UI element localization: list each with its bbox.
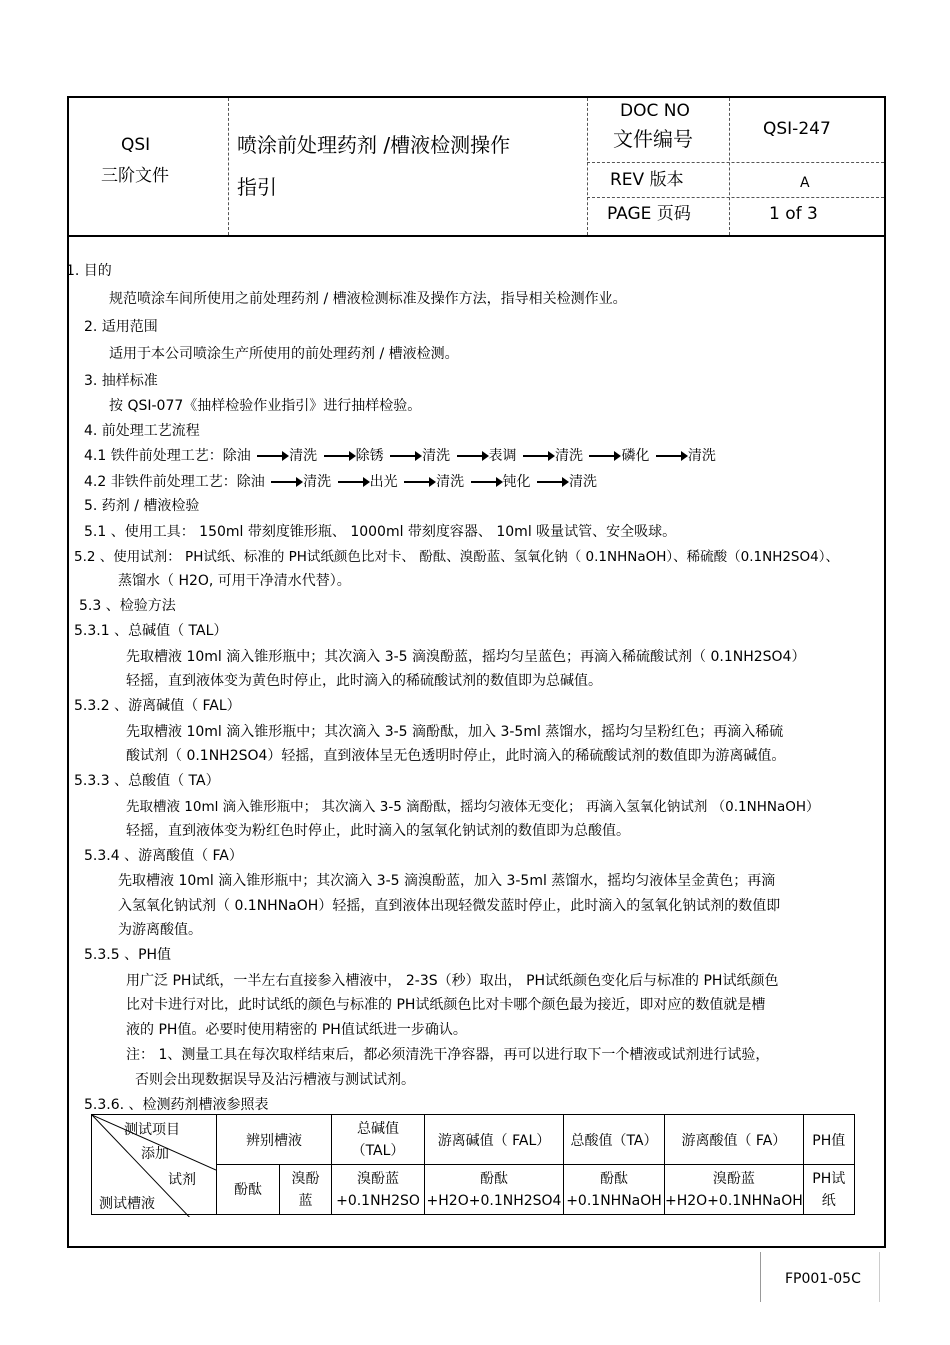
doc-no-label: DOC NO [620, 101, 690, 121]
reagent-phenolphthalein: 酚酞 [217, 1165, 280, 1215]
diag-bath-label: 测试槽液 [99, 1196, 155, 1212]
section-5-3-4-line3: 为游离酸值。 [118, 922, 202, 938]
diagonal-header-cell [92, 1115, 217, 1215]
rev-value: A [800, 175, 810, 191]
process-step: 磷化 [621, 448, 650, 464]
reagent-ph: PH试纸 [803, 1165, 854, 1215]
process-step: 清洗 [568, 474, 597, 490]
process-step: 钝化 [502, 474, 531, 490]
org-name: QSI [121, 135, 151, 155]
arrow-icon [338, 481, 368, 483]
note-line1: 注： 1、测量工具在每次取样结束后，都必须清洗干净容器，再可以进行取下一个槽液或试剂进行试验， [126, 1047, 770, 1063]
reference-table [91, 1114, 855, 1215]
arrow-icon [404, 481, 434, 483]
section-3-title: 3. 抽样标准 [84, 373, 158, 389]
section-5-title: 5. 药剂 / 槽液检验 [84, 498, 200, 514]
col-header-tal [332, 1115, 425, 1165]
arrow-icon [271, 481, 301, 483]
diag-item-label: 测试项目 [124, 1122, 180, 1138]
reagent-tal-line1: 溴酚蓝 [357, 1170, 399, 1187]
section-4-title: 4. 前处理工艺流程 [84, 423, 200, 439]
reagent-fa [665, 1165, 804, 1215]
header-divider [587, 197, 884, 198]
arrow-icon [656, 455, 686, 457]
process-step: 除锈 [355, 448, 384, 464]
section-2-body: 适用于本公司喷涂生产所使用的前处理药剂 / 槽液检测。 [109, 346, 459, 362]
section-1-body: 规范喷涂车间所使用之前处理药剂 / 槽液检测标准及操作方法，指导相关检测作业。 [109, 291, 627, 307]
process-step: 清洗 [289, 448, 318, 464]
reagent-ta-line1: 酚酞 [600, 1170, 628, 1187]
reagent-fal [425, 1165, 564, 1215]
reagent-fa-line1: 溴酚蓝 [712, 1170, 755, 1187]
col-header-ph: PH值 [803, 1115, 854, 1165]
section-5-3-3-line2: 轻摇，直到液体变为粉红色时停止，此时滴入的氢氧化钠试剂的数值即为总酸值。 [126, 823, 630, 839]
page-label: PAGE 页码 [607, 204, 691, 224]
arrow-icon [589, 455, 619, 457]
document-header [69, 98, 884, 237]
section-5-3-5-line3: 液的 PH值。必要时使用精密的 PH值试纸进一步确认。 [126, 1022, 467, 1038]
diag-add-label: 添加 [141, 1146, 169, 1162]
section-5-3-6-title: 5.3.6. 、检测药剂槽液参照表 [84, 1097, 269, 1113]
arrow-icon [324, 455, 354, 457]
reagent-fal-line2: +H2O+0.1NH2SO4 [426, 1192, 562, 1209]
section-2-title: 2. 适用范围 [84, 319, 158, 335]
process-flow-non-iron [84, 473, 597, 491]
section-5-3-4-line1: 先取槽液 10ml 滴入锥形瓶中；其次滴入 3-5 滴溴酚蓝，加入 3-5ml 蒸馏水，摇均匀液体呈金黄色；再滴 [118, 873, 776, 889]
process-flow-label: 4.1 铁件前处理工艺：除油 [84, 448, 251, 464]
process-step: 清洗 [554, 448, 583, 464]
reagent-bromophenol: 溴酚蓝 [280, 1165, 332, 1215]
doc-no-value: QSI-247 [763, 119, 831, 139]
reagent-ta [564, 1165, 665, 1215]
doc-level: 三阶文件 [101, 166, 169, 186]
doc-title-line2: 指引 [237, 175, 277, 199]
reagent-tal [332, 1165, 425, 1215]
process-step: 清洗 [303, 474, 332, 490]
section-3-body: 按 QSI-077《抽样检验作业指引》进行抽样检验。 [109, 398, 422, 414]
note-line2: 否则会出现数据误导及沾污槽液与测试试剂。 [135, 1072, 415, 1088]
col-header-ta: 总酸值（TA） [564, 1115, 665, 1165]
process-step: 表调 [488, 448, 517, 464]
process-flow-iron [84, 447, 716, 465]
col-header-fal: 游离碱值（ FAL） [425, 1115, 564, 1165]
section-5-3-5-line2: 比对卡进行对比，此时试纸的颜色与标准的 PH试纸颜色比对卡哪个颜色最为接近，即对应的数值就是槽 [126, 997, 766, 1013]
section-5-3-2-title: 5.3.2 、游离碱值（ FAL） [74, 698, 241, 714]
section-5-3-1-line1: 先取槽液 10ml 滴入锥形瓶中；其次滴入 3-5 滴溴酚蓝，摇均匀呈蓝色；再滴入稀硫酸试剂（ 0.1NH2SO4） [126, 649, 806, 665]
process-step: 清洗 [687, 448, 716, 464]
arrow-icon [390, 455, 420, 457]
col-header-tal-line1: 总碱值 [357, 1120, 399, 1137]
header-divider [587, 98, 588, 235]
col-header-fa: 游离酸值（ FA） [665, 1115, 804, 1165]
reagent-fal-line1: 酚酞 [480, 1170, 508, 1187]
section-5-3-4-title: 5.3.4 、游离酸值（ FA） [84, 848, 243, 864]
reagent-tal-line2: +0.1NH2SO [336, 1192, 420, 1209]
diag-reagent-label: 试剂 [168, 1172, 196, 1188]
process-step: 出光 [369, 474, 398, 490]
header-divider [228, 98, 229, 235]
section-5-1: 5.1 、使用工具： 150ml 带刻度锥形瓶、 1000ml 带刻度容器、 10ml 吸量试管、安全吸球。 [84, 524, 677, 540]
arrow-icon [471, 481, 501, 483]
section-5-3-4-line2: 入氢氧化钠试剂（ 0.1NHNaOH）轻摇，直到液体出现轻微发蓝时停止，此时滴入的氢氧化钠试剂的数值即 [118, 898, 781, 914]
reagent-fa-line2: +H2O+0.1NHNaOH [665, 1192, 803, 1209]
section-5-2-line2: 蒸馏水（ H2O, 可用干净清水代替）。 [118, 573, 351, 589]
arrow-icon [257, 455, 287, 457]
process-step: 清洗 [436, 474, 465, 490]
section-1-title: 1. 目的 [66, 263, 112, 279]
section-5-3-3-title: 5.3.3 、总酸值（ TA） [74, 773, 220, 789]
section-5-3-5-line1: 用广泛 PH试纸，一半左右直接参入槽液中， 2-3S（秒）取出， PH试纸颜色变化后与标准的 PH试纸颜色 [126, 973, 779, 989]
arrow-icon [523, 455, 553, 457]
doc-title-line1: 喷涂前处理药剂 /槽液检测操作 [237, 133, 511, 157]
page-value: 1 of 3 [769, 204, 818, 224]
section-5-3-5-title: 5.3.5 、PH值 [84, 947, 172, 963]
arrow-icon [457, 455, 487, 457]
section-5-3-3-line1: 先取槽液 10ml 滴入锥形瓶中； 其次滴入 3-5 滴酚酞，摇均匀液体无变化； 再滴入氢氧化钠试剂 （0.1NHNaOH） [126, 799, 820, 815]
header-divider [587, 162, 884, 163]
reagent-ta-line2: +0.1NHNaOH [566, 1192, 662, 1209]
section-5-3-2-line2: 酸试剂（ 0.1NH2SO4）轻摇，直到液体呈无色透明时停止，此时滴入的稀硫酸试剂的数值即为游离碱值。 [126, 748, 786, 764]
section-5-3-1-title: 5.3.1 、总碱值（ TAL） [74, 623, 228, 639]
rev-label: REV 版本 [610, 170, 684, 190]
arrow-icon [537, 481, 567, 483]
col-header-identify: 辨别槽液 [217, 1115, 332, 1165]
process-flow-label: 4.2 非铁件前处理工艺：除油 [84, 474, 265, 490]
section-5-2-line1: 5.2 、使用试剂： PH试纸、标准的 PH试纸颜色比对卡、 酚酞、溴酚蓝、氢氧化钠（ 0.1NHNaOH）、稀硫酸（0.1NH2SO4）、 [74, 549, 839, 565]
section-5-3-1-line2: 轻摇，直到液体变为黄色时停止，此时滴入的稀硫酸试剂的数值即为总碱值。 [126, 673, 602, 689]
footer-box [760, 1252, 880, 1302]
form-code: FP001-05C [785, 1271, 861, 1287]
doc-no-label-cn: 文件编号 [613, 127, 693, 151]
col-header-tal-line2: （TAL） [351, 1142, 405, 1159]
section-5-3-2-line1: 先取槽液 10ml 滴入锥形瓶中；其次滴入 3-5 滴酚酞，加入 3-5ml 蒸馏水，摇均匀呈粉红色；再滴入稀硫 [126, 724, 784, 740]
header-divider [729, 98, 730, 235]
process-step: 清洗 [422, 448, 451, 464]
section-5-3-title: 5.3 、检验方法 [79, 598, 176, 614]
